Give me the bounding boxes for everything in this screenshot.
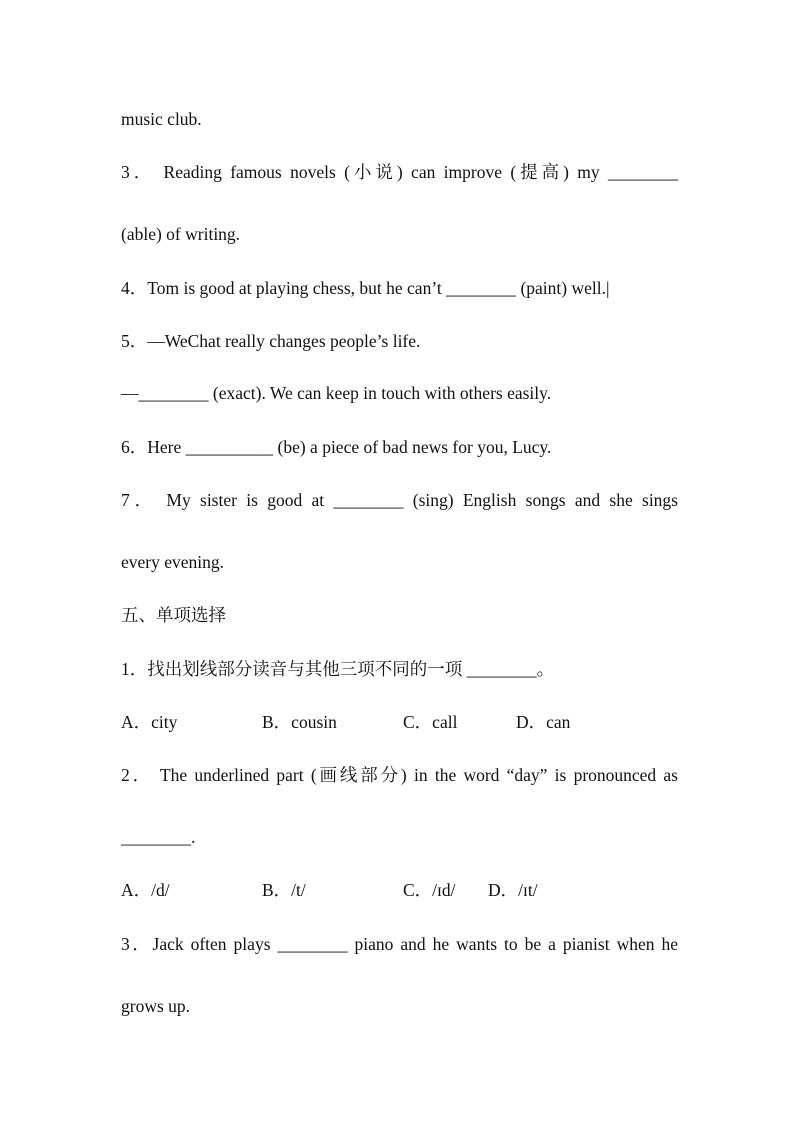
- mc-question-2-line-2: ________.: [121, 827, 196, 847]
- question-5-line-2: —________ (exact). We can keep in touch with others easily.: [121, 383, 552, 403]
- question-6: 6．Here __________ (be) a piece of bad news for you, Lucy.: [121, 437, 552, 457]
- option-d: D．/ɪt/: [488, 880, 538, 900]
- question-4: 4．Tom is good at playing chess, but he can’t ________ (paint) well.|: [121, 278, 610, 298]
- option-d: D．can: [516, 712, 571, 732]
- option-a: A．city: [121, 712, 178, 732]
- question-3-line-2: (able) of writing.: [121, 224, 241, 244]
- question-5-line-1: 5．—WeChat really changes people’s life.: [121, 331, 421, 351]
- option-c: C．call: [403, 712, 458, 732]
- text-line-music-club: music club.: [121, 109, 202, 129]
- mc-question-3-line-2: grows up.: [121, 996, 191, 1016]
- option-c: C．/ɪd/: [403, 880, 456, 900]
- question-3-line-1: 3． Reading famous novels (小说) can improve (提高) my ________: [121, 162, 678, 182]
- mc-question-3-line-1: 3．Jack often plays ________ piano and he wants to be a pianist when he: [121, 934, 678, 954]
- mc-question-1: 1．找出划线部分读音与其他三项不同的一项 ________。: [121, 659, 555, 679]
- question-7-line-1: 7． My sister is good at ________ (sing) English songs and she sings: [121, 490, 678, 510]
- option-a: A．/d/: [121, 880, 170, 900]
- mc-question-2-line-1: 2． The underlined part (画线部分) in the word “day” is pronounced as: [121, 765, 678, 785]
- option-b: B．/t/: [262, 880, 306, 900]
- option-b: B．cousin: [262, 712, 337, 732]
- section-heading: 五、单项选择: [121, 605, 226, 625]
- question-7-line-2: every evening.: [121, 552, 225, 572]
